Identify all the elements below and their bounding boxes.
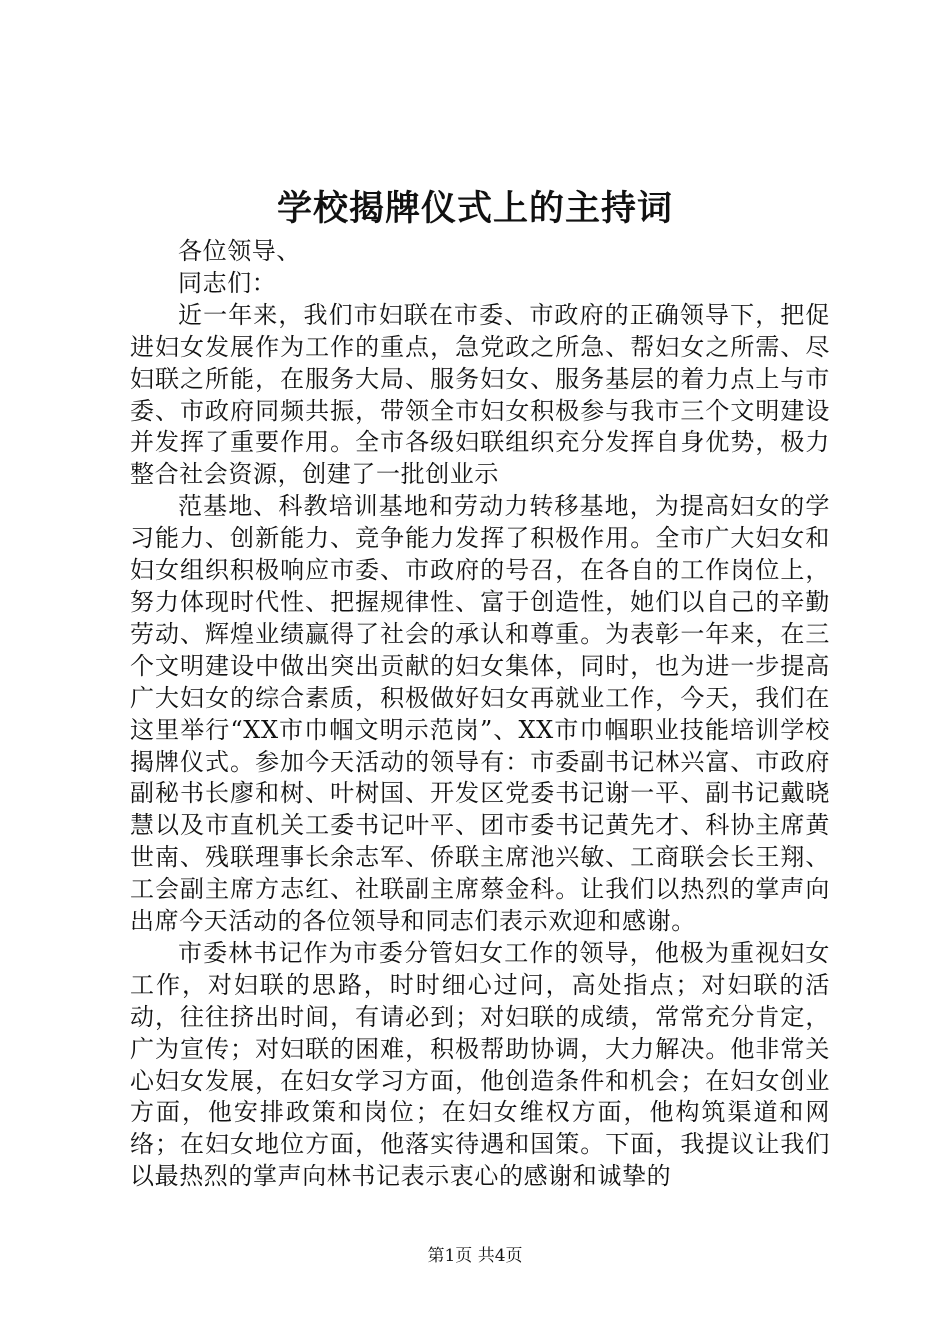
document-title: 学校揭牌仪式上的主持词 (276, 188, 673, 229)
salutation-comrades: 同志们： (178, 268, 277, 297)
page-footer: 第1页 共4页 (427, 1246, 523, 1266)
paragraph-intro: 近一年来，我们市妇联在市委、市政府的正确领导下，把促进妇女发展作为工作的重点，急党政之所急、帮妇女之所需、尽妇联之所能，在服务大局、服务妇女、服务基层的着力点上与市委、市政府同频共振，带领全市妇女积极参与我市三个文明建设并发挥了重要作用。全市各级妇联组织充分发挥自身优势，极力整合社会资源，创建了一批创业示 (130, 300, 830, 489)
paragraph-secretary: 市委林书记作为市委分管妇女工作的领导，他极为重视妇女工作，对妇联的思路，时时细心过问，高处指点；对妇联的活动，往往挤出时间，有请必到；对妇联的成绩，常常充分肯定，广为宣传；对妇联的困难，积极帮助协调，大力解决。他非常关心妇女发展，在妇女学习方面，他创造条件和机会；在妇女创业方面，他安排政策和岗位；在妇女维权方面，他构筑渠道和网络；在妇女地位方面，他落实待遇和国策。下面，我提议让我们以最热烈的掌声向林书记表示衷心的感谢和诚挚的 (130, 938, 830, 1191)
salutation-leaders: 各位领导、 (178, 237, 301, 265)
paragraph-guests: 范基地、科教培训基地和劳动力转移基地，为提高妇女的学习能力、创新能力、竞争能力发挥了积极作用。全市广大妇女和妇女组织积极响应市委、市政府的号召，在各自的工作岗位上，努力体现时代性、把握规律性、富于创造性，她们以自己的辛勤劳动、辉煌业绩赢得了社会的承认和尊重。为表彰一年来，在三个文明建设中做出突出贡献的妇女集体，同时，也为进一步提高广大妇女的综合素质，积极做好妇女再就业工作，今天，我们在这里举行“XX市巾帼文明示范岗”、XX市巾帼职业技能培训学校揭牌仪式。参加今天活动的领导有：市委副书记林兴富、市政府副秘书长廖和树、叶树国、开发区党委书记谢一平、副书记戴晓慧以及市直机关工委书记叶平、团市委书记黄先才、科协主席黄世南、残联理事长余志军、侨联主席池兴敏、工商联会长王翔、工会副主席方志红、社联副主席蔡金科。让我们以热烈的掌声向出席今天活动的各位领导和同志们表示欢迎和感谢。 (130, 492, 830, 936)
document-body (130, 236, 830, 1193)
